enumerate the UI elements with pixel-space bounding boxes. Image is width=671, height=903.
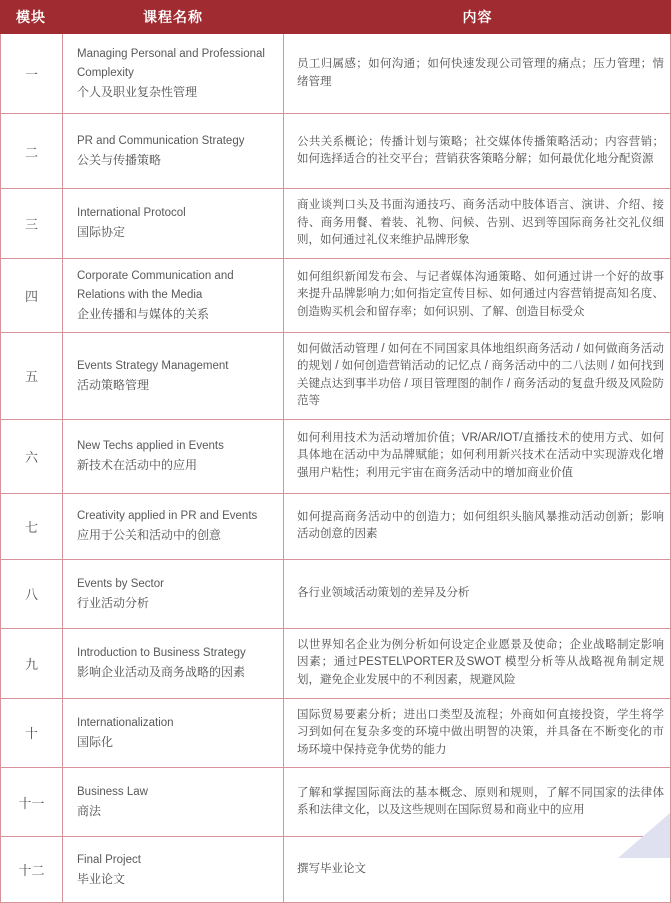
course-name-zh: 毕业论文 [77,871,126,886]
module-number-cell [1,629,62,698]
header-course-name: 课程名称 [143,9,203,25]
course-name-cell [62,420,283,493]
course-name-cell [62,494,283,559]
module-number-cell [1,114,62,188]
course-name-zh: 新技术在活动中的应用 [77,458,198,472]
module-numeral: 五 [24,369,38,384]
course-content-cell [283,699,670,768]
course-name-cell [62,114,283,188]
course-content-cell [283,494,670,559]
module-number-cell [1,333,62,419]
table-row [1,189,670,259]
course-name-cell [62,837,283,902]
course-name-zh: 企业传播和与媒体的关系 [77,306,210,321]
module-numeral: 二 [24,144,38,160]
table-row [1,768,670,837]
course-name-en: Introduction to Business Strategy [77,647,246,659]
table-row [1,114,670,189]
course-name-zh: 活动策略管理 [77,377,150,392]
module-numeral: 九 [24,656,38,672]
module-number-cell [1,189,62,258]
course-name-zh: 应用于公关和活动中的创意 [77,528,222,542]
course-content-cell [283,34,670,113]
course-name-cell [62,259,283,332]
course-content-text: 如何提高商务活动中的创造力；如何组织头脑风暴推动活动创新；影响活动创意的因素 [297,510,664,540]
course-content-cell [283,768,670,836]
course-name-cell [62,768,283,836]
course-content-cell [283,114,670,188]
course-name-zh: 公关与传播策略 [77,153,162,167]
course-name-en: International Protocol [77,207,186,220]
course-name-en: Internationalization [77,716,174,729]
course-name-zh: 行业活动分析 [77,595,150,610]
module-numeral: 八 [24,587,38,602]
course-content-cell [283,560,670,628]
course-content-text: 了解和掌握国际商法的基本概念、原则和规则，了解不同国家的法律体系和法律文化，以及这些规则在国际贸易和商业中的应用 [297,786,664,816]
course-content-text: 商业谈判口头及书面沟通技巧、商务活动中肢体语言、演讲、介绍、接待、商务用餐、着装、礼物、问候、告别、迟到等国际商务社交礼仪细则，如何通过礼仪来维护品牌形象 [297,199,664,246]
course-content-text: 以世界知名企业为例分析如何设定企业愿景及使命；企业战略制定影响因素；通过PESTEL\PORTER及SWOT 模型分析等从战略视角制定规划，避免企业发展中的不利因素，规避风险 [297,638,664,686]
table-row [1,333,670,420]
table-body [0,34,671,903]
course-name-en: Final Project [77,853,141,866]
course-content-cell [283,189,670,258]
module-numeral: 一 [24,67,38,82]
course-name-en: Events by Sector [77,577,164,590]
module-number-cell [1,699,62,768]
course-content-text: 如何做活动管理 / 如何在不同国家具体地组织商务活动 / 如何做商务活动的规划 / 如何创造营销活动的记忆点 / 商务活动中的二八法则 / 如何找到关键点达到事半功倍 / 项目管理图的制作 / 商务活动的复盘升级及风险防范等 [297,342,664,407]
module-numeral: 六 [24,449,38,465]
course-name-cell [62,560,283,628]
table-row [1,34,670,114]
course-content-text: 撰写毕业论文 [297,862,366,875]
course-content-cell [283,259,670,332]
table-row [1,259,670,333]
module-numeral: 七 [24,519,38,535]
module-numeral: 十二 [18,863,45,878]
course-name-zh: 国际协定 [77,225,126,240]
course-name-zh: 个人及职业复杂性管理 [77,85,198,99]
header-module: 模块 [16,9,46,25]
course-content-text: 国际贸易要素分析；进出口类型及流程；外商如何直接投资，学生将学习到如何在复杂多变的环境中做出明智的决策，并具备在不断变化的市场环境中保持竞争优势的能力 [297,708,664,756]
module-numeral: 十 [24,726,38,742]
course-name-en: Creativity applied in PR and Events [77,510,258,522]
course-name-cell [62,699,283,768]
module-number-cell [1,259,62,332]
course-name-cell [62,34,283,113]
table-row [1,494,670,560]
header-content: 内容 [462,9,493,25]
module-number-cell [1,34,62,113]
course-content-cell [283,333,670,419]
module-number-cell [1,560,62,628]
course-name-en: Business Law [77,786,148,798]
course-name-en: Corporate Communication and Relations with the Media [77,269,234,301]
course-name-en: PR and Communication Strategy [77,135,245,147]
course-name-en: Managing Personal and Professional Complexity [77,48,265,79]
course-content-cell [283,629,670,698]
course-content-cell [283,420,670,493]
table-header-row [0,0,671,34]
module-number-cell [1,768,62,836]
module-numeral: 十一 [18,795,45,811]
course-name-cell [62,189,283,258]
module-numeral: 三 [24,216,38,232]
course-name-cell [62,629,283,698]
course-name-zh: 商法 [77,804,102,818]
table-row [1,420,670,494]
module-number-cell [1,494,62,559]
course-content-text: 各行业领域活动策划的差异及分析 [297,586,470,599]
course-content-cell [283,837,670,902]
course-content-text: 如何利用技术为活动增加价值；VR/AR/IOT/直播技术的使用方式、如何具体地在活动中为品牌赋能；如何利用新兴技术在活动中实现游戏化增强用户粘性；利用元宇宙在商务活动中的增加商业价值 [297,431,664,479]
course-name-en: Events Strategy Management [77,359,229,372]
page-corner-decoration-triangle [618,813,670,858]
table-row [1,699,670,769]
table-row [1,629,670,699]
table-row [1,560,670,629]
course-name-cell [62,333,283,419]
course-name-zh: 国际化 [77,734,114,749]
course-name-zh: 影响企业活动及商务战略的因素 [77,665,246,679]
course-content-text: 员工归属感；如何沟通；如何快速发现公司管理的痛点；压力管理；情绪管理 [297,58,664,88]
course-name-en: New Techs applied in Events [77,440,224,452]
module-number-cell [1,420,62,493]
table-row [1,837,670,903]
module-numeral: 四 [24,288,38,304]
module-number-cell [1,837,62,902]
course-content-text: 如何组织新闻发布会、与记者媒体沟通策略、如何通过讲一个好的故事来提升品牌影响力;如何指定宣传目标、如何通过内容营销提高知名度、创造购买机会和留存率；如何识别、了解、创造目标受众 [297,270,664,318]
course-content-text: 公共关系概论；传播计划与策略；社交媒体传播策略活动；内容营销；如何选择适合的社交平台；营销获客策略分解；如何最优化地分配资源 [297,135,664,165]
